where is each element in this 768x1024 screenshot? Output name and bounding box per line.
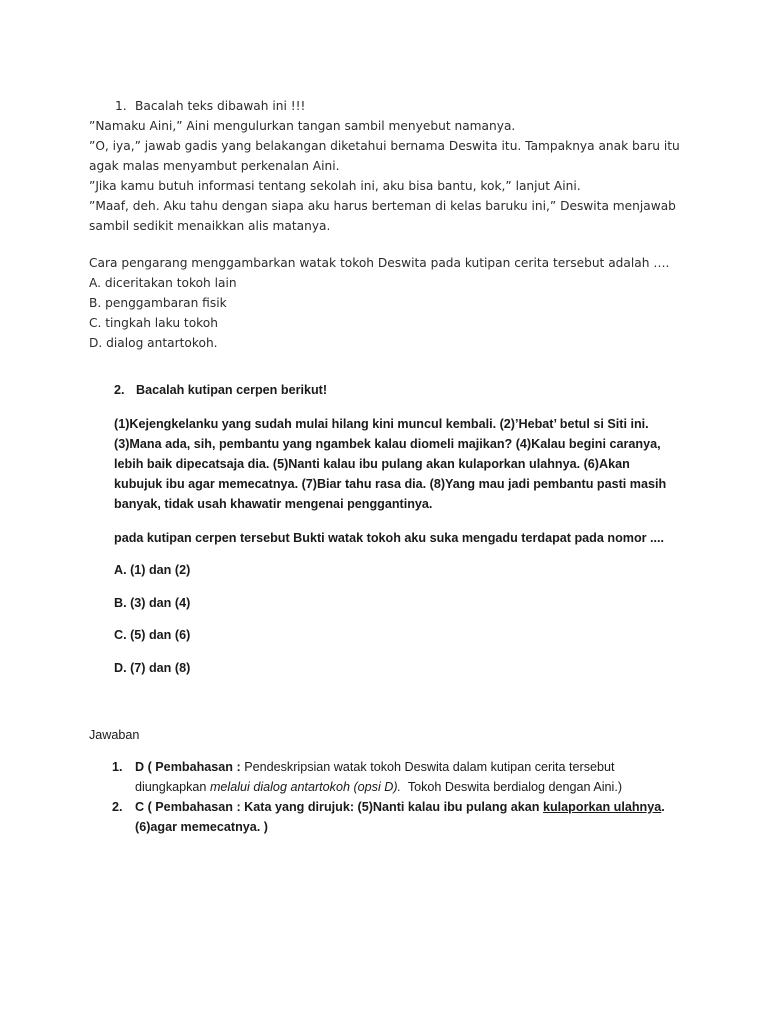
answer-1 — [89, 757, 675, 797]
question-1-option-c: C. tingkah laku tokoh — [89, 316, 218, 330]
question-2-option-d: D. (7) dan (8) — [114, 660, 191, 675]
answer-1-text-end: Tokoh Deswita berdialog dengan Aini.) — [401, 780, 623, 794]
dialog-line: ”O, iya,” jawab gadis yang belakangan diketahui bernama Deswita itu. Tampaknya anak baru itu agak malas menyambut perkenalan Aini. — [89, 139, 680, 173]
answer-2 — [89, 797, 675, 837]
question-2 — [114, 380, 674, 690]
answer-1-italic: melalui dialog antartokoh (opsi D). — [209, 780, 402, 794]
question-1-instruction — [89, 96, 689, 116]
question-2-option-a: A. (1) dan (2) — [114, 563, 191, 577]
answer-1-number: 1. — [112, 760, 123, 774]
question-1-instruction-text: Bacalah teks dibawah ini !!! — [135, 99, 306, 113]
question-2-title — [114, 380, 674, 400]
question-1-prompt: Cara pengarang menggambarkan watak tokoh Deswita pada kutipan cerita tersebut adalah …. — [89, 256, 670, 270]
question-1 — [89, 96, 689, 353]
answer-2-underlined: kulaporkan ulahnya — [542, 800, 662, 814]
spacer — [89, 236, 689, 253]
question-2-option-c: C. (5) dan (6) — [114, 628, 191, 643]
question-1-option-b: B. penggambaran fisik — [89, 296, 227, 310]
dialog-line: ”Maaf, deh. Aku tahu dengan siapa aku harus berteman di kelas baruku ini,” Deswita menjawab sambil sedikit menaikkan alis matanya. — [89, 199, 676, 233]
answer-1-text: Pendeskripsian watak tokoh Deswita dalam kutipan cerita tersebut diungkapkan — [135, 760, 615, 794]
answer-2-number: 2. — [112, 800, 123, 814]
dialog-line: ”Jika kamu butuh informasi tentang sekolah ini, aku bisa bantu, kok,” lanjut Aini. — [89, 179, 581, 193]
answer-2-text-end: . (6)agar memecatnya. ) — [135, 800, 665, 834]
question-1-number: 1. — [115, 99, 127, 113]
question-2-option-b: B. (3) dan (4) — [114, 595, 191, 610]
question-1-option-d: D. dialog antartokoh. — [89, 336, 218, 350]
question-2-passage: (1)Kejengkelanku yang sudah mulai hilang kini muncul kembali. (2)’Hebat’ betul si Siti ini. (3)Mana ada, sih, pembantu yang ngambek kalau diomeli majikan? (4)Kalau begini caranya, lebih baik dipecatsaja dia. (5)Nanti kalau ibu pulang akan kulaporkan ulahnya. (6)Akan kubujuk ibu agar memecatnya. (7)Biar tahu rasa dia. (8)Yang mau jadi pembantu pasti masih banyak, tidak usah khawatir mengenai penggantinya. — [114, 417, 667, 511]
answers-heading: Jawaban — [89, 728, 140, 742]
dialog-line: ”Namaku Aini,” Aini mengulurkan tangan sambil menyebut namanya. — [89, 119, 516, 133]
question-2-prompt: pada kutipan cerpen tersebut Bukti watak tokoh aku suka mengadu terdapat pada nomor .... — [114, 531, 665, 545]
answers-section — [89, 725, 689, 837]
question-1-option-a: A. diceritakan tokoh lain — [89, 276, 237, 290]
question-2-title-text: Bacalah kutipan cerpen berikut! — [136, 383, 328, 397]
answer-2-text: C ( Pembahasan : Kata yang dirujuk: (5)Nanti kalau ibu pulang akan — [135, 800, 543, 814]
question-2-number: 2. — [114, 383, 125, 397]
answer-1-lead: D ( Pembahasan : — [135, 760, 245, 774]
